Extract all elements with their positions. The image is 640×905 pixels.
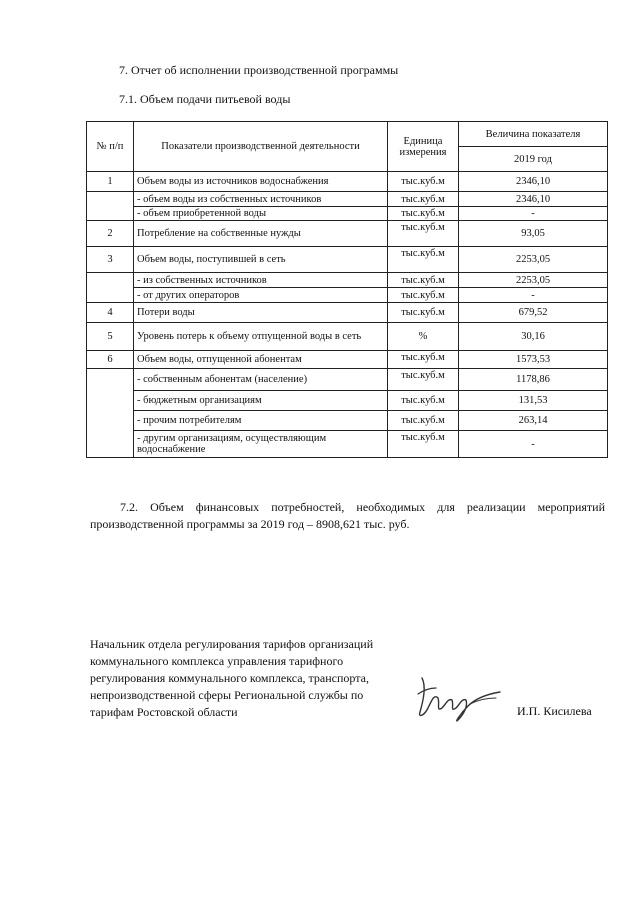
row-name: - из собственных источников <box>134 273 388 288</box>
row-name: Объем воды из источников водоснабжения <box>134 172 388 192</box>
row-num <box>87 369 134 458</box>
table-header-row <box>87 122 608 147</box>
row-unit: тыс.куб.м <box>388 207 459 221</box>
signature-line: тарифам Ростовской области <box>90 705 238 719</box>
signature-line: Начальник отдела регулирования тарифов организаций <box>90 637 374 651</box>
row-num <box>87 273 134 303</box>
row-unit: тыс.куб.м <box>388 369 459 391</box>
handwritten-signature <box>408 664 503 724</box>
row-num: 2 <box>87 221 134 247</box>
row-name: Потребление на собственные нужды <box>134 221 388 247</box>
row-unit: тыс.куб.м <box>388 221 459 247</box>
row-name: - от других операторов <box>134 288 388 303</box>
row-value: 2253,05 <box>459 247 608 273</box>
row-num: 4 <box>87 303 134 323</box>
row-name: Уровень потерь к объему отпущенной воды в сеть <box>134 323 388 351</box>
table-row <box>87 351 608 369</box>
row-value: - <box>459 207 608 221</box>
row-value: 1178,86 <box>459 369 608 391</box>
row-value: - <box>459 431 608 458</box>
row-name: Потери воды <box>134 303 388 323</box>
row-name: - объем воды из собственных источников <box>134 192 388 207</box>
subsection-title: 7.1. Объем подачи питьевой воды <box>119 92 291 106</box>
row-unit: тыс.куб.м <box>388 192 459 207</box>
section-title: 7. Отчет об исполнении производственной программы <box>119 63 399 77</box>
header-year: 2019 год <box>459 147 608 172</box>
row-name: Объем воды, поступившей в сеть <box>134 247 388 273</box>
table-row <box>87 288 608 303</box>
row-value: 679,52 <box>459 303 608 323</box>
table-row <box>87 431 608 458</box>
row-value: 263,14 <box>459 411 608 431</box>
row-name: - другим организациям, осуществляющим водоснабжение <box>134 431 388 458</box>
table-row <box>87 221 608 247</box>
header-unit: Единица измерения <box>388 122 459 172</box>
row-unit: тыс.куб.м <box>388 303 459 323</box>
row-unit: тыс.куб.м <box>388 288 459 303</box>
header-indicator: Показатели производственной деятельности <box>134 122 388 172</box>
signature-line: коммунального комплекса управления тарифного <box>90 654 344 668</box>
row-num: 3 <box>87 247 134 273</box>
row-num: 5 <box>87 323 134 351</box>
row-name: - собственным абонентам (население) <box>134 369 388 391</box>
row-value: 2253,05 <box>459 273 608 288</box>
table-row <box>87 273 608 288</box>
header-value: Величина показателя <box>459 122 608 147</box>
row-name: - объем приобретенной воды <box>134 207 388 221</box>
signature-line: регулирования коммунального комплекса, транспорта, <box>90 671 369 685</box>
table-row <box>87 391 608 411</box>
table-row <box>87 323 608 351</box>
row-value: 2346,10 <box>459 192 608 207</box>
row-unit: тыс.куб.м <box>388 247 459 273</box>
signatory-name: И.П. Кисилева <box>517 704 592 718</box>
row-unit: тыс.куб.м <box>388 273 459 288</box>
row-unit: тыс.куб.м <box>388 351 459 369</box>
row-num: 1 <box>87 172 134 192</box>
financial-needs-paragraph: 7.2. Объем финансовых потребностей, необходимых для реализации мероприятий производственной программы за 2019 год – 8908,621 тыс. руб. <box>90 500 605 531</box>
row-unit: тыс.куб.м <box>388 411 459 431</box>
signature-block <box>90 636 420 721</box>
row-value: 131,53 <box>459 391 608 411</box>
row-unit: тыс.куб.м <box>388 431 459 458</box>
row-unit: тыс.куб.м <box>388 172 459 192</box>
row-name: Объем воды, отпущенной абонентам <box>134 351 388 369</box>
table-row <box>87 247 608 273</box>
table-row <box>87 172 608 192</box>
row-value: 93,05 <box>459 221 608 247</box>
row-name: - бюджетным организациям <box>134 391 388 411</box>
table-row <box>87 207 608 221</box>
row-value: 30,16 <box>459 323 608 351</box>
table-row <box>87 303 608 323</box>
row-unit: % <box>388 323 459 351</box>
row-value: 1573,53 <box>459 351 608 369</box>
row-name: - прочим потребителям <box>134 411 388 431</box>
row-unit: тыс.куб.м <box>388 391 459 411</box>
signature-line: непроизводственной сферы Региональной службы по <box>90 688 364 702</box>
row-num <box>87 192 134 221</box>
row-value: - <box>459 288 608 303</box>
table-row <box>87 192 608 207</box>
row-value: 2346,10 <box>459 172 608 192</box>
table-row <box>87 369 608 391</box>
water-supply-table <box>86 121 608 458</box>
table-row <box>87 411 608 431</box>
row-num: 6 <box>87 351 134 369</box>
header-num: № п/п <box>87 122 134 172</box>
